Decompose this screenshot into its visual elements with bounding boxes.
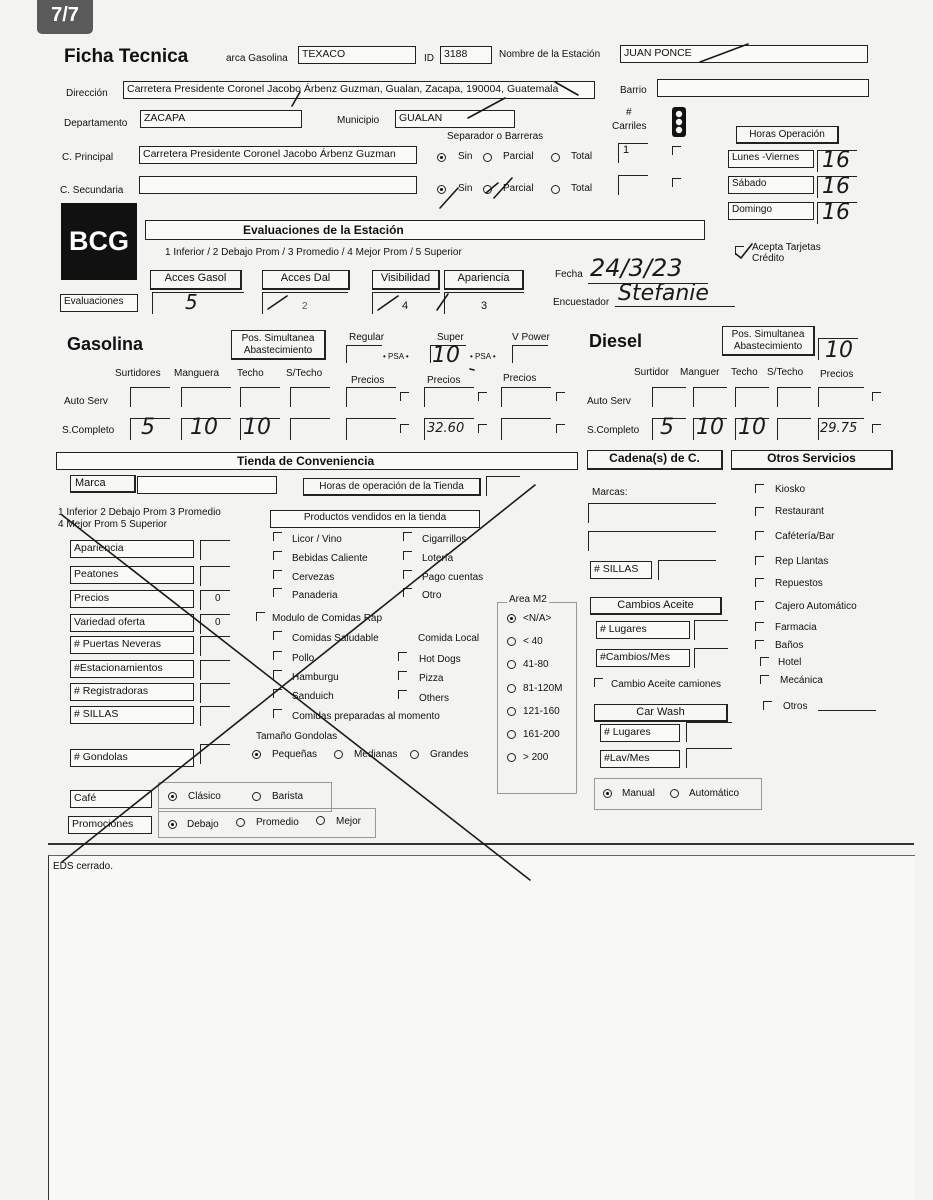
carwash-lugares-label: # Lugares [600,724,680,742]
serv-restaurant-check[interactable] [755,507,764,516]
prod-panaderia-label: Panaderia [292,590,338,601]
area-81-120-label: 81-120M [523,683,563,694]
principal-sin-label: Sin [458,151,473,162]
comida-sanduich-check[interactable] [273,689,282,698]
regular-precios-label: Precios [351,375,385,386]
row-sillas-field[interactable] [200,706,230,726]
diesel-as-manguer[interactable] [693,387,727,407]
page-indicator: 7/7 [37,0,93,34]
area-121-160-label: 121-160 [523,706,560,717]
principal-total-radio[interactable] [551,153,560,162]
tamano-pequenas-radio[interactable] [252,750,261,759]
tamano-medianas-radio[interactable] [334,750,343,759]
cadena-marca-1[interactable] [588,503,716,523]
domingo-hours: 16 [822,200,850,225]
secundaria-sin-label: Sin [458,183,473,194]
comida-pollo-check[interactable] [273,651,282,660]
regular-sc-price[interactable] [346,418,396,440]
area-81-120-radio[interactable] [507,684,516,693]
serv-banos-check[interactable] [755,640,764,649]
address-label: Dirección [66,88,108,99]
cadena-button[interactable]: Cadena(s) de C. [587,450,723,470]
area-group [497,602,577,794]
id-field[interactable]: 3188 [440,46,492,64]
area-na-radio[interactable] [507,614,516,623]
tienda-horas-button[interactable]: Horas de operación de la Tienda [303,478,481,496]
row-variedad-field[interactable]: 0 [200,614,230,634]
promociones-label: Promociones [68,816,152,834]
regular-pos-field[interactable] [346,345,382,363]
aceite-cambios-mes-field[interactable] [694,648,728,668]
diesel-col-manguer: Manguer [680,367,720,378]
area-161-200-label: 161-200 [523,729,560,740]
tamano-gondolas-label: Tamaño Gondolas [256,731,338,742]
row-registradoras-field[interactable] [200,683,230,703]
super-pos-dot [470,369,474,370]
vpower-as-price[interactable] [501,387,551,407]
diesel-as-techo[interactable] [735,387,769,407]
comida-preparadas-label: Comidas preparadas al momento [292,711,440,722]
acces-dal-score: 2 [302,301,308,312]
super-sc-check[interactable] [478,424,487,433]
vpower-sc-check[interactable] [556,424,565,433]
diesel-auto-serv-label: Auto Serv [587,396,631,407]
address-field[interactable]: Carretera Presidente Coronel Jacobo Árbenz Guzman, Gualan, Zacapa, 190004, Guatemala [123,81,595,99]
comida-preparadas-check[interactable] [273,709,282,718]
diesel-sc-check[interactable] [872,424,881,433]
row-estacionamientos-label: #Estacionamientos [70,660,194,678]
regular-sc-check[interactable] [400,424,409,433]
serv-mecanica-check[interactable] [760,675,769,684]
cafe-label: Café [70,790,152,808]
notes-text: EDS cerrado. [53,861,114,872]
diesel-sc-techo: 10 [738,415,766,440]
serv-repuestos-check[interactable] [755,578,764,587]
principal-semaforo-check[interactable] [672,146,681,155]
super-pos-value: 10 [432,343,460,368]
serv-otros-check[interactable] [763,701,772,710]
prod-pago-check[interactable] [403,570,412,579]
secundaria-total-radio[interactable] [551,185,560,194]
regular-label: Regular [349,332,385,343]
prod-panaderia-check[interactable] [273,588,282,597]
super-sc-price: 32.60 [427,421,465,436]
modulo-comidas-label: Modulo de Comidas Rap [272,613,383,624]
carwash-lugares-field[interactable] [686,722,732,742]
tienda-marca-field[interactable] [137,476,277,494]
regular-as-check[interactable] [400,392,409,401]
row-puertas-label: # Puertas Neveras [70,636,194,654]
gas-sc-techo: 10 [243,415,271,440]
diesel-as-check[interactable] [872,392,881,401]
marca-gasolina-label: arca Gasolina [226,53,288,64]
id-label: ID [424,53,434,64]
cambio-camiones-label: Cambio Aceite camiones [611,679,722,690]
domingo-label: Domingo [728,202,814,220]
comida-pizza-check[interactable] [398,671,407,680]
modulo-comidas-check[interactable] [256,612,265,621]
fecha-value: 24/3/23 [590,254,683,282]
serv-mecanica-label: Mecánica [780,675,823,686]
cafe-clasico-radio[interactable] [168,792,177,801]
super-label: Super [437,332,464,343]
marca-gasolina-field[interactable]: TEXACO [298,46,416,64]
row-apariencia-field[interactable] [200,540,230,560]
apariencia-button[interactable]: Apariencia [444,270,524,290]
gas-col-stecho: S/Techo [286,368,323,379]
evaluaciones-row-label: Evaluaciones [60,294,138,312]
gas-sc-manguera: 10 [190,415,218,440]
lav-mes-field[interactable] [686,748,732,768]
secundaria-strike [440,178,512,208]
serv-kiosko-check[interactable] [755,484,764,493]
gas-as-stecho[interactable] [290,387,330,407]
row-gondolas-field[interactable] [200,744,230,764]
comida-others-label: Others [419,693,450,704]
gas-s-completo-label: S.Completo [62,425,115,436]
evaluaciones-title: Evaluaciones de la Estación [243,223,404,237]
gas-col-surtidores: Surtidores [115,368,161,379]
diesel-s-completo-label: S.Completo [587,425,640,436]
barrio-field[interactable] [657,79,869,97]
diesel-precios-label: Precios [820,369,854,380]
cadena-sillas-label: # SILLAS [590,561,652,579]
row-peatones-field[interactable] [200,566,230,586]
serv-kiosko-label: Kiosko [775,484,806,495]
gas-as-techo[interactable] [240,387,280,407]
serv-hotel-check[interactable] [760,657,769,666]
prod-bebidas-check[interactable] [273,551,282,560]
principal-sin-radio[interactable] [437,153,446,162]
vpower-label: V Power [512,332,550,343]
diesel-col-stecho: S/Techo [767,367,804,378]
sabado-hours: 16 [822,174,850,199]
fecha-label: Fecha [555,269,583,280]
vpower-sc-price[interactable] [501,418,551,440]
vpower-precios-label: Precios [503,373,537,384]
diesel-col-surtidor: Surtidor [634,367,670,378]
comida-saludable-label: Comidas Saludable [292,633,379,644]
area-label: Area M2 [509,594,547,605]
lav-mes-label: #Lav/Mes [600,750,680,768]
evaluaciones-title-bar [145,220,705,240]
carwash-automatico-radio[interactable] [670,789,679,798]
tamano-medianas-label: Medianas [354,749,398,760]
tamano-grandes-radio[interactable] [410,750,419,759]
cafe-clasico-label: Clásico [188,791,221,802]
gas-auto-serv-label: Auto Serv [64,396,108,407]
vpower-pos-field[interactable] [512,345,548,363]
row-sillas-label: # SILLAS [70,706,194,724]
comida-others-check[interactable] [398,690,407,699]
comida-hamburguesa-label: Hamburgu [292,672,339,683]
row-estacionamientos-field[interactable] [200,660,230,680]
diesel-as-price[interactable] [818,387,864,407]
acepta-tarjetas-check[interactable] [735,246,744,255]
super-precios-label: Precios [427,375,461,386]
encuestador-label: Encuestador [553,297,610,308]
tamano-grandes-label: Grandes [430,749,469,760]
prod-loteria-label: Lotería [422,553,454,564]
area-40-label: < 40 [523,636,543,647]
prod-cervezas-check[interactable] [273,570,282,579]
car-wash-button[interactable]: Car Wash [594,704,728,722]
barrio-label: Barrio [620,85,647,96]
serv-cafeteria-label: Cafétería/Bar [775,531,835,542]
aceite-lugares-label: # Lugares [596,621,690,639]
comida-hotdogs-check[interactable] [398,652,407,661]
gas-as-manguera[interactable] [181,387,231,407]
diesel-as-stecho[interactable] [777,387,811,407]
evaluaciones-scale: 1 Inferior / 2 Debajo Prom / 3 Promedio / 4 Mejor Prom / 5 Superior [165,247,462,258]
sabado-label: Sábado [728,176,814,194]
secundaria-carriles-field[interactable] [618,175,648,195]
serv-llantas-check[interactable] [755,556,764,565]
promo-mejor-label: Mejor [336,816,362,827]
acces-gasol-score: 5 [185,290,198,314]
area-161-200-radio[interactable] [507,730,516,739]
area-200-radio[interactable] [507,753,516,762]
prod-cigarrillos-check[interactable] [403,532,412,541]
area-41-80-radio[interactable] [507,660,516,669]
carwash-manual-label: Manual [622,788,655,799]
area-200-label: > 200 [523,752,549,763]
tienda-horas-field[interactable] [486,476,520,496]
secundaria-sin-radio[interactable] [437,185,446,194]
lunes-viernes-hours: 16 [822,148,850,173]
separador-label: Separador o Barreras [447,131,544,142]
serv-farmacia-check[interactable] [755,622,764,631]
diesel-pos-value: 10 [825,338,853,363]
cadena-marca-2[interactable] [588,531,716,551]
gas-col-techo: Techo [237,368,264,379]
acces-gasol-score-field[interactable] [152,292,244,314]
comida-saludable-check[interactable] [273,631,282,640]
prod-licor-label: Licor / Vino [292,534,342,545]
promo-debajo-radio[interactable] [168,820,177,829]
gasolina-pos-simultanea-button[interactable]: Pos. Simultanea Abastecimiento [231,330,326,360]
municipio-field[interactable]: GUALAN [395,110,515,128]
form-title: Ficha Tecnica [64,46,189,67]
super-as-price[interactable] [424,387,474,407]
carwash-manual-radio[interactable] [603,789,612,798]
tienda-title: Tienda de Conveniencia [237,454,375,468]
carwash-automatico-label: Automático [689,788,740,799]
prod-pago-label: Pago cuentas [422,572,484,583]
cambio-camiones-check[interactable] [594,678,603,687]
diesel-title: Diesel [589,331,643,351]
cafe-barista-radio[interactable] [252,792,261,801]
bcg-logo: BCG [61,203,137,280]
prod-loteria-check[interactable] [403,551,412,560]
municipio-label: Municipio [337,115,380,126]
row-peatones-label: Peatones [70,566,194,584]
traffic-light-icon [668,106,690,138]
tienda-scale-1: 1 Inferior 2 Debajo Prom 3 Promedio [58,507,221,518]
row-gondolas-label: # Gondolas [70,749,194,767]
lunes-viernes-label: Lunes -Viernes [728,150,814,168]
gas-sc-stecho[interactable] [290,418,330,440]
promo-mejor-radio[interactable] [316,816,325,825]
diesel-pos-simultanea-button[interactable]: Pos. Simultanea Abastecimiento [722,326,815,356]
gas-sc-surtidores: 5 [141,415,155,440]
visibilidad-score: 4 [402,300,409,312]
c-secundaria-label: C. Secundaria [60,185,124,196]
serv-cajero-label: Cajero Automático [775,601,857,612]
visibilidad-button[interactable]: Visibilidad [372,270,440,290]
notes-area[interactable] [48,855,915,1200]
apariencia-score: 3 [481,300,488,312]
comida-local-label: Comida Local [418,633,480,644]
comida-pizza-label: Pizza [419,673,444,684]
c-principal-label: C. Principal [62,152,114,163]
prod-bebidas-label: Bebidas Caliente [292,553,368,564]
row-puertas-field[interactable] [200,636,230,656]
acces-dal-button[interactable]: Acces Dal [262,270,350,290]
prod-licor-check[interactable] [273,532,282,541]
row-precios-label: Precios [70,590,194,608]
serv-cajero-check[interactable] [755,601,764,610]
carriles-label-hash: # [626,107,632,118]
serv-hotel-label: Hotel [778,657,802,668]
horas-operacion-button[interactable]: Horas Operación [736,126,839,144]
acepta-tarjetas-label: Acepta Tarjetas Crédito [752,242,821,264]
serv-llantas-label: Rep Llantas [775,556,829,567]
acces-gasol-button[interactable]: Acces Gasol [150,270,242,290]
station-name-label: Nombre de la Estación [499,49,601,60]
principal-parcial-label: Parcial [503,151,534,162]
cadena-marcas-label: Marcas: [592,487,628,498]
station-name-field[interactable]: JUAN PONCE [620,45,868,63]
cadena-sillas-field[interactable] [658,560,716,580]
comida-sanduich-label: Sanduich [292,691,334,702]
secundaria-semaforo-check[interactable] [672,178,681,187]
gasolina-title: Gasolina [67,334,144,354]
prod-otro-label: Otro [422,590,442,601]
otros-servicios-button[interactable]: Otros Servicios [731,450,893,470]
gas-as-surtidores[interactable] [130,387,170,407]
diesel-sc-surtidor: 5 [660,415,674,440]
departamento-field[interactable]: ZACAPA [140,110,302,128]
encuestador-value: Stefanie [618,281,709,306]
area-121-160-radio[interactable] [507,707,516,716]
prod-cervezas-label: Cervezas [292,572,335,583]
serv-otros-label: Otros [783,701,808,712]
promo-debajo-label: Debajo [187,819,219,830]
super-as-check[interactable] [478,392,487,401]
diesel-sc-price: 29.75 [820,421,858,436]
serv-restaurant-label: Restaurant [775,506,824,517]
productos-label: Productos vendidos en la tienda [270,510,480,528]
secundaria-parcial-label: Parcial [503,183,534,194]
psa-1: • PSA • [383,352,409,361]
vpower-as-check[interactable] [556,392,565,401]
gas-col-manguera: Manguera [174,368,220,379]
principal-carriles-field[interactable]: 1 [618,143,648,163]
serv-banos-label: Baños [775,640,804,651]
diesel-sc-stecho[interactable] [777,418,811,440]
prod-cigarrillos-label: Cigarrillos [422,534,467,545]
aceite-cambios-mes-label: #Cambios/Mes [596,649,690,667]
diesel-as-surtidor[interactable] [652,387,686,407]
row-registradoras-label: # Registradoras [70,683,194,701]
serv-repuestos-label: Repuestos [775,578,823,589]
area-40-radio[interactable] [507,637,516,646]
carriles-label: Carriles [612,121,647,132]
c-secundaria-field[interactable] [139,176,417,194]
aceite-lugares-field[interactable] [694,620,728,640]
departamento-label: Departamento [64,118,128,129]
promo-promedio-radio[interactable] [236,818,245,827]
area-41-80-label: 41-80 [523,659,549,670]
diesel-sc-manguer: 10 [696,415,724,440]
principal-total-label: Total [571,151,593,162]
prod-otro-check[interactable] [403,588,412,597]
serv-cafeteria-check[interactable] [755,531,764,540]
area-na-label: <N/A> [523,613,552,624]
row-precios-field[interactable]: 0 [200,590,230,610]
tienda-scale-2: 4 Mejor Prom 5 Superior [58,519,167,530]
row-variedad-label: Variedad oferta [70,614,194,632]
row-apariencia-label: Apariencia [70,540,194,558]
tamano-pequenas-label: Pequeñas [272,749,318,760]
c-principal-field[interactable]: Carretera Presidente Coronel Jacobo Árbenz Guzman [139,146,417,164]
diesel-col-techo: Techo [731,367,758,378]
secundaria-total-label: Total [571,183,593,194]
regular-as-price[interactable] [346,387,396,407]
psa-2: • PSA • [470,352,496,361]
promo-promedio-label: Promedio [256,817,299,828]
serv-farmacia-label: Farmacia [775,622,817,633]
principal-parcial-radio[interactable] [483,153,492,162]
tienda-marca-button[interactable]: Marca [70,475,136,493]
comida-hotdogs-label: Hot Dogs [419,654,461,665]
secundaria-parcial-radio[interactable] [483,185,492,194]
comida-pollo-label: Pollo [292,653,315,664]
cafe-barista-label: Barista [272,791,304,802]
comida-hamburguesa-check[interactable] [273,670,282,679]
cambios-aceite-button[interactable]: Cambios Aceite [590,597,722,615]
